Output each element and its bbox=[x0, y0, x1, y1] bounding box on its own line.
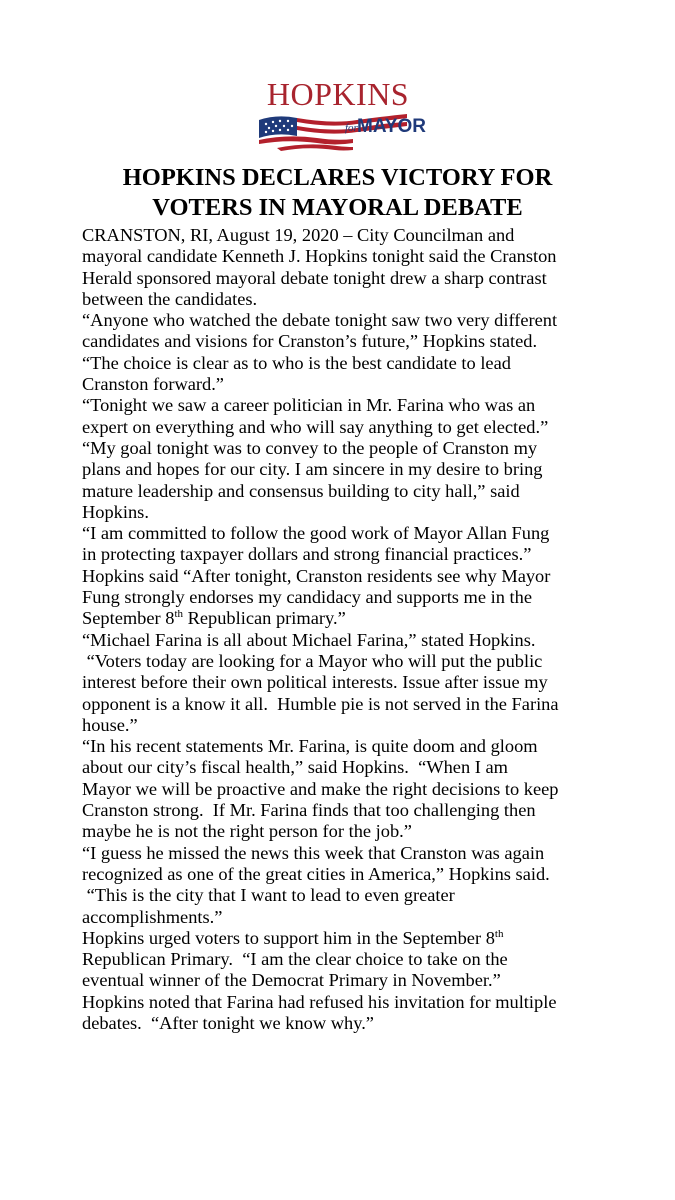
body-text: Republican primary.” bbox=[183, 608, 346, 629]
body-line: CRANSTON, RI, August 19, 2020 – City Councilman and bbox=[82, 225, 515, 245]
headline-line: VOTERS IN MAYORAL DEBATE bbox=[152, 194, 523, 221]
body-line: Cranston forward.” bbox=[82, 374, 224, 395]
body-line: “Tonight we saw a career politician in Mr. Farina who was an bbox=[82, 395, 536, 416]
body-line: between the candidates. bbox=[82, 288, 258, 309]
body-line: maybe he is not the right person for the job.” bbox=[82, 821, 412, 842]
body-line: “In his recent statements Mr. Farina, is quite doom and gloom bbox=[82, 736, 538, 757]
body-line: eventual winner of the Democrat Primary in November.” bbox=[82, 970, 501, 991]
body-line: plans and hopes for our city. I am sincere in my desire to bring bbox=[82, 459, 543, 480]
body-line: “The choice is clear as to who is the best candidate to lead bbox=[82, 352, 511, 373]
headline-line: HOPKINS DECLARES VICTORY FOR bbox=[122, 164, 553, 191]
press-release-body bbox=[82, 225, 642, 1034]
body-text: September 8 bbox=[82, 608, 175, 629]
body-line: interest before their own political interests. Issue after issue my bbox=[82, 672, 548, 693]
body-line: Hopkins said “After tonight, Cranston residents see why Mayor bbox=[82, 565, 551, 586]
body-line: accomplishments.” bbox=[82, 906, 223, 927]
body-line: candidates and visions for Cranston’s future,” Hopkins stated. bbox=[82, 331, 538, 352]
body-line: recognized as one of the great cities in America,” Hopkins said. bbox=[82, 863, 550, 884]
body-line: opponent is a know it all. Humble pie is not served in the Farina bbox=[82, 693, 559, 714]
logo-mayor-text: MAYOR bbox=[357, 116, 426, 137]
headline bbox=[0, 163, 675, 223]
body-line: “I guess he missed the news this week that Cranston was again bbox=[82, 842, 545, 863]
body-line: Cranston strong. If Mr. Farina finds that too challenging then bbox=[82, 800, 536, 821]
body-line bbox=[82, 608, 642, 629]
ordinal-suffix: th bbox=[174, 608, 184, 621]
body-line: “Anyone who watched the debate tonight saw two very different bbox=[82, 310, 558, 331]
body-line: “This is the city that I want to lead to even greater bbox=[82, 885, 455, 906]
logo-for-text: for bbox=[345, 122, 358, 134]
body-line: Republican Primary. “I am the clear choice to take on the bbox=[82, 949, 508, 970]
body-line: “Michael Farina is all about Michael Farina,” stated Hopkins. bbox=[82, 629, 536, 650]
body-line: Herald sponsored mayoral debate tonight drew a sharp contrast bbox=[82, 267, 547, 288]
body-line: in protecting taxpayer dollars and strong financial practices.” bbox=[82, 544, 532, 565]
body-line: Hopkins. bbox=[82, 501, 149, 522]
body-line: mayoral candidate Kenneth J. Hopkins tonight said the Cranston bbox=[82, 246, 557, 267]
body-line: Fung strongly endorses my candidacy and supports me in the bbox=[82, 587, 532, 608]
body-line: Mayor we will be proactive and make the right decisions to keep bbox=[82, 778, 559, 799]
ordinal-suffix: th bbox=[494, 927, 504, 940]
hopkins-mayor-logo bbox=[257, 76, 426, 152]
body-line: debates. “After tonight we know why.” bbox=[82, 1012, 374, 1033]
body-line: about our city’s fiscal health,” said Hopkins. “When I am bbox=[82, 757, 508, 778]
body-line: expert on everything and who will say anything to get elected.” bbox=[82, 416, 549, 437]
body-line: “Voters today are looking for a Mayor who will put the public bbox=[82, 650, 543, 671]
body-line: “My goal tonight was to convey to the people of Cranston my bbox=[82, 437, 538, 458]
body-line: “I am committed to follow the good work of Mayor Allan Fung bbox=[82, 523, 550, 544]
logo-name: HOPKINS bbox=[266, 76, 410, 112]
body-text: Hopkins urged voters to support him in the September 8 bbox=[82, 927, 495, 948]
body-line: mature leadership and consensus building to city hall,” said bbox=[82, 480, 520, 501]
body-line: Hopkins noted that Farina had refused his invitation for multiple bbox=[82, 991, 557, 1012]
body-line: house.” bbox=[82, 714, 138, 735]
body-line bbox=[82, 928, 642, 949]
